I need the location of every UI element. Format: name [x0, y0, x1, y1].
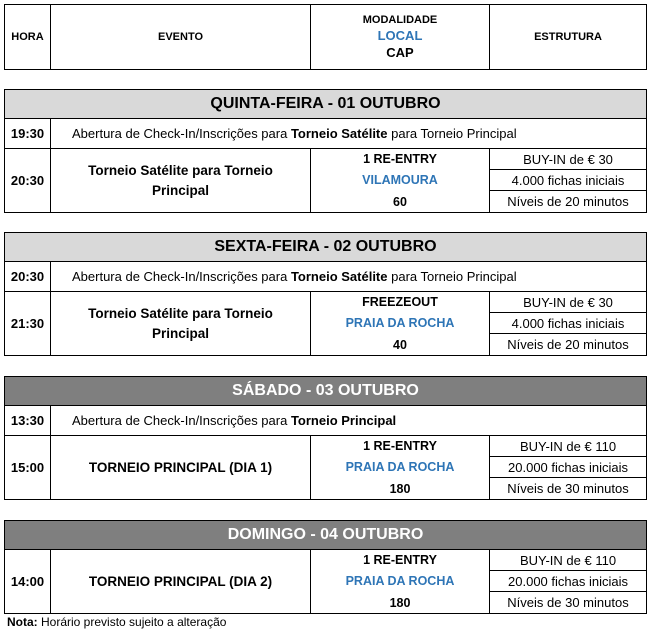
day-title: SÁBADO - 03 OUTUBRO	[4, 376, 647, 406]
checkin-time: 20:30	[10, 269, 45, 284]
header-estrutura: ESTRUTURA	[534, 31, 602, 43]
checkin-bold: Torneio Principal	[290, 413, 397, 428]
event-name: Torneio Satélite para Torneio Principal	[88, 162, 273, 198]
event-modality: 1 RE-ENTRY	[363, 152, 437, 166]
event-modality: 1 RE-ENTRY	[363, 439, 437, 453]
note-text: Horário previsto sujeito a alteração	[37, 615, 227, 629]
checkin-prefix: Abertura de Check-In/Inscrições para	[72, 269, 291, 284]
day-title: QUINTA-FEIRA - 01 OUTUBRO	[4, 89, 647, 119]
event-levels: Níveis de 20 minutos	[507, 194, 629, 209]
checkin-time: 13:30	[10, 413, 45, 428]
event-cap: 180	[389, 481, 411, 496]
header-local: LOCAL	[377, 28, 423, 43]
checkin-text	[5, 262, 646, 291]
event-location: VILAMOURA	[362, 173, 438, 187]
checkin-text	[5, 406, 646, 435]
event-row	[4, 435, 647, 500]
checkin-suffix: para Torneio Principal	[387, 126, 517, 141]
event-levels: Níveis de 20 minutos	[507, 337, 629, 352]
event-row	[4, 549, 647, 614]
day-title: DOMINGO - 04 OUTUBRO	[4, 520, 647, 550]
event-time: 21:30	[10, 316, 45, 331]
event-chips: 20.000 fichas iniciais	[508, 573, 628, 589]
header-hora: HORA	[11, 31, 44, 43]
event-chips: 20.000 fichas iniciais	[508, 459, 628, 475]
event-chips: 4.000 fichas iniciais	[511, 172, 625, 188]
event-time: 14:00	[10, 574, 45, 589]
event-levels: Níveis de 30 minutos	[507, 595, 629, 610]
event-chips: 4.000 fichas iniciais	[511, 315, 625, 331]
checkin-row	[4, 261, 647, 292]
day-title: SEXTA-FEIRA - 02 OUTUBRO	[4, 232, 647, 262]
checkin-time: 19:30	[10, 126, 45, 141]
event-buyin: BUY-IN de € 30	[523, 151, 613, 167]
event-location: PRAIA DA ROCHA	[345, 316, 455, 330]
event-modality: 1 RE-ENTRY	[363, 553, 437, 567]
checkin-prefix: Abertura de Check-In/Inscrições para	[72, 413, 291, 428]
header-evento: EVENTO	[157, 31, 204, 43]
header-modalidade-local-cap	[311, 5, 489, 69]
checkin-bold: Torneio Satélite	[290, 269, 388, 284]
event-cap: 60	[393, 194, 407, 209]
event-cap: 180	[389, 595, 411, 610]
event-buyin: BUY-IN de € 110	[519, 552, 617, 568]
checkin-row	[4, 118, 647, 149]
event-modality: FREEZEOUT	[362, 295, 438, 309]
event-row	[4, 291, 647, 356]
event-row	[4, 148, 647, 213]
event-location: PRAIA DA ROCHA	[345, 574, 455, 588]
checkin-row	[4, 405, 647, 436]
checkin-bold: Torneio Satélite	[290, 126, 388, 141]
header-cap: CAP	[386, 45, 414, 60]
event-cap: 40	[393, 337, 407, 352]
note	[7, 615, 226, 629]
note-label: Nota:	[7, 615, 38, 629]
event-name: TORNEIO PRINCIPAL (DIA 1)	[88, 459, 273, 475]
event-name: TORNEIO PRINCIPAL (DIA 2)	[88, 573, 273, 589]
event-name: Torneio Satélite para Torneio Principal	[88, 305, 273, 341]
header-modalidade: MODALIDADE	[362, 14, 438, 26]
event-time: 15:00	[10, 460, 45, 475]
event-time: 20:30	[10, 173, 45, 188]
event-levels: Níveis de 30 minutos	[507, 481, 629, 496]
event-buyin: BUY-IN de € 30	[523, 294, 613, 310]
event-location: PRAIA DA ROCHA	[345, 460, 455, 474]
checkin-suffix: para Torneio Principal	[387, 269, 517, 284]
event-buyin: BUY-IN de € 110	[519, 438, 617, 454]
checkin-prefix: Abertura de Check-In/Inscrições para	[72, 126, 291, 141]
column-header	[4, 4, 647, 70]
checkin-text	[5, 119, 646, 148]
